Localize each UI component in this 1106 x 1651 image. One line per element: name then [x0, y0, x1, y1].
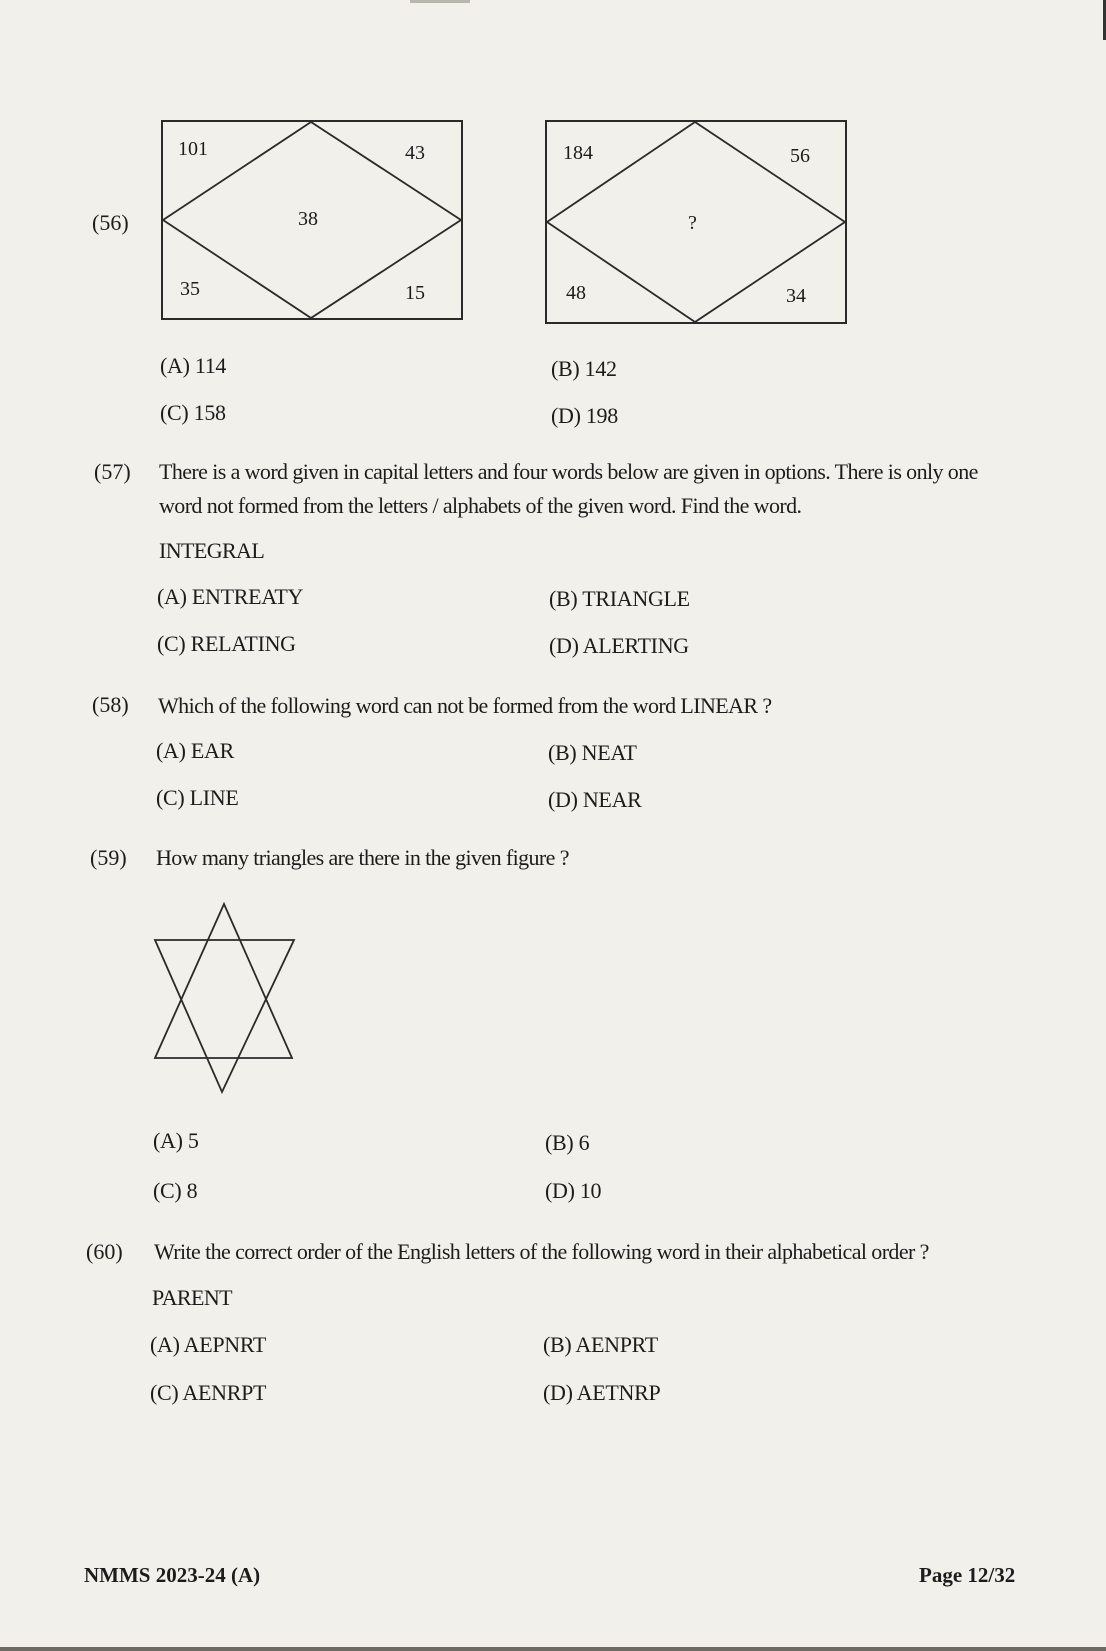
question-text-line-2: word not formed from the letters / alphabets of the given word. Find the word.: [159, 493, 802, 518]
option-d: (D) ALERTING: [549, 633, 689, 658]
corner-top-left-value: 184: [563, 142, 593, 164]
option-b: (B) 142: [551, 356, 617, 381]
option-b: (B) TRIANGLE: [549, 586, 690, 611]
option-a: (A) 114: [160, 353, 227, 378]
corner-bottom-right-value: 34: [786, 285, 806, 307]
corner-top-right-value: 43: [405, 142, 425, 164]
option-c: (C) 158: [160, 400, 226, 425]
question-number: (56): [92, 210, 129, 235]
option-c: (C) 8: [153, 1178, 198, 1203]
question-number: (57): [94, 459, 131, 484]
option-d: (D) 198: [551, 403, 618, 428]
corner-top-right-value: 56: [790, 145, 810, 167]
question-number: (59): [90, 845, 127, 870]
exam-code-footer: NMMS 2023-24 (A): [84, 1563, 261, 1587]
corner-bottom-left-value: 48: [566, 282, 586, 304]
star-of-david-figure: [150, 900, 300, 1100]
option-d: (D) NEAR: [548, 787, 642, 812]
option-d: (D) 10: [545, 1178, 602, 1203]
center-value: 38: [298, 208, 318, 230]
corner-top-left-value: 101: [178, 138, 208, 160]
question-number: (60): [86, 1239, 123, 1264]
page-number-footer: Page 12/32: [919, 1563, 1016, 1587]
option-b: (B) 6: [545, 1130, 590, 1155]
option-a: (A) AEPNRT: [150, 1332, 267, 1357]
corner-bottom-left-value: 35: [180, 278, 200, 300]
given-word: PARENT: [152, 1285, 232, 1310]
question-text: How many triangles are there in the given figure ?: [156, 845, 569, 870]
scan-edge-bottom: [0, 1647, 1106, 1651]
question-text: Write the correct order of the English letters of the following word in their alphabetical order ?: [154, 1239, 929, 1264]
given-word: INTEGRAL: [159, 538, 265, 563]
option-c: (C) AENRPT: [150, 1380, 267, 1405]
option-a: (A) ENTREATY: [157, 584, 304, 609]
option-b: (B) AENPRT: [543, 1332, 658, 1357]
option-c: (C) RELATING: [157, 631, 296, 656]
option-a: (A) 5: [153, 1128, 199, 1153]
scan-edge-top: [410, 0, 470, 3]
corner-bottom-right-value: 15: [405, 282, 425, 304]
question-number: (58): [92, 692, 129, 717]
option-c: (C) LINE: [156, 785, 239, 810]
option-d: (D) AETNRP: [543, 1380, 661, 1405]
center-unknown-value: ?: [688, 212, 697, 234]
question-text-line-1: There is a word given in capital letters and four words below are given in options. There is only one: [159, 459, 978, 484]
question-text: Which of the following word can not be formed from the word LINEAR ?: [158, 693, 772, 718]
option-b: (B) NEAT: [548, 740, 637, 765]
option-a: (A) EAR: [156, 738, 234, 763]
